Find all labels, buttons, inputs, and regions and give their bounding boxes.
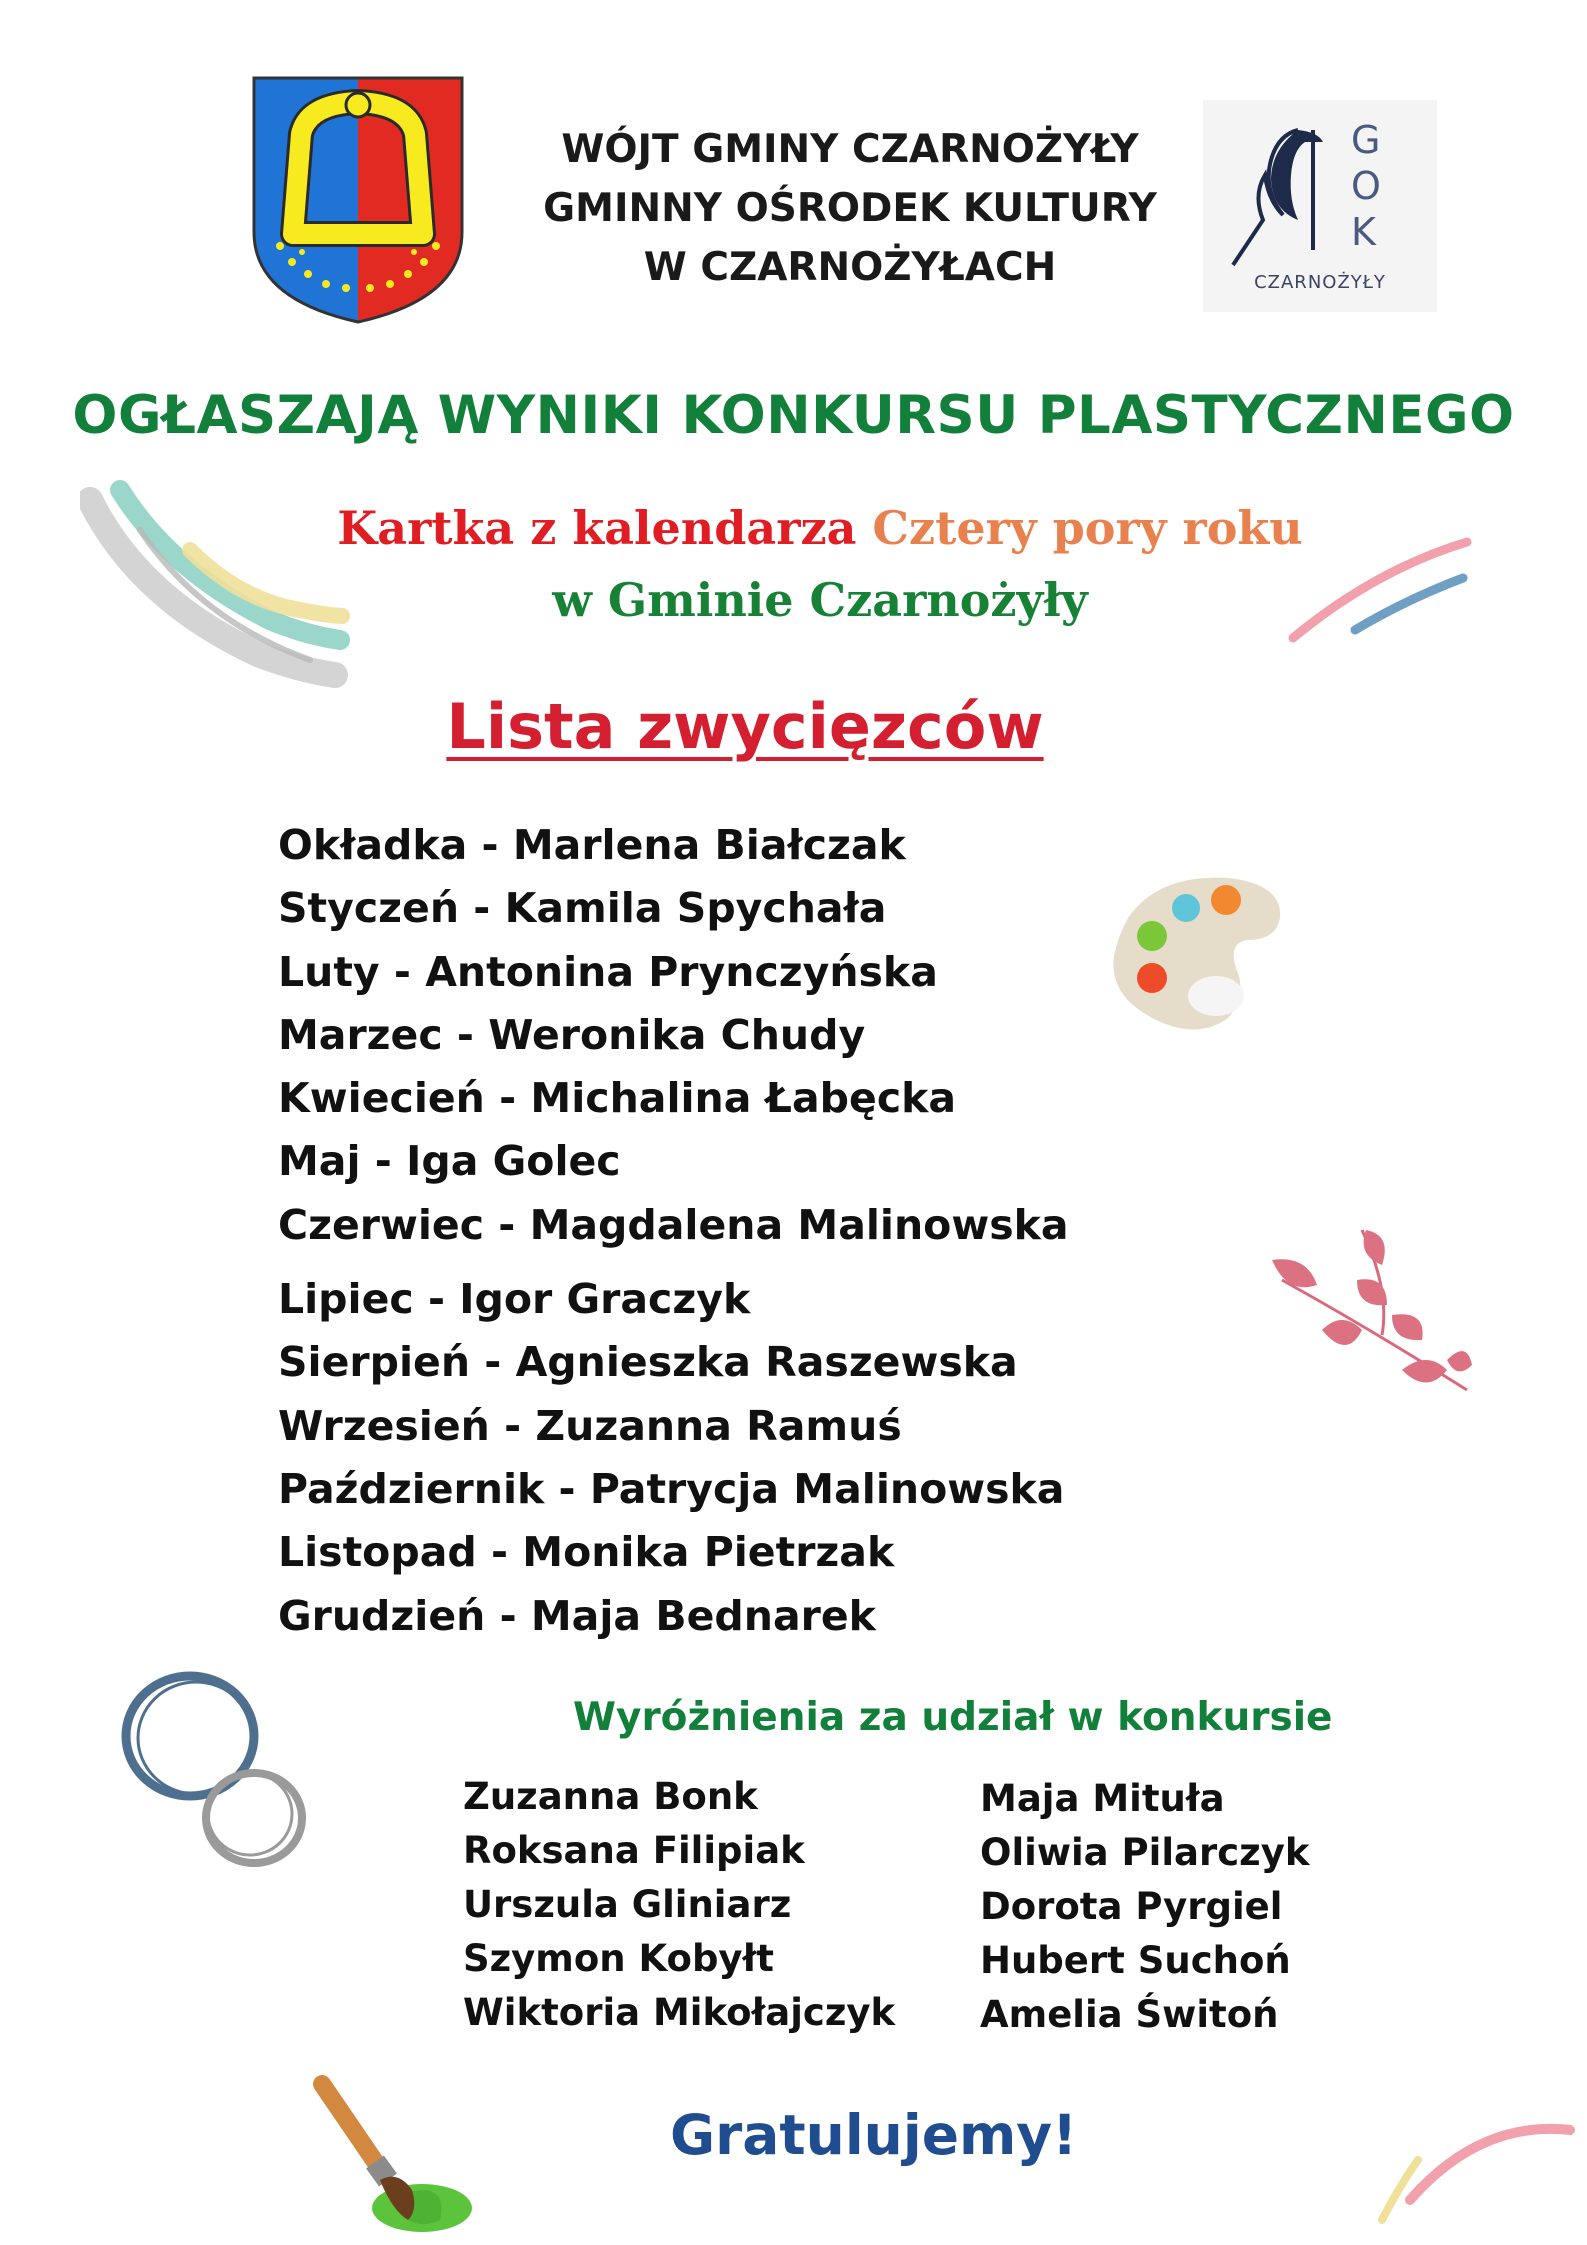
congratulations-text: Gratulujemy! — [670, 2103, 1078, 2167]
list-item: Zuzanna Bonk — [463, 1775, 758, 1818]
list-item: Luty - Antonina Prynczyńska — [278, 947, 938, 996]
bird-icon — [1223, 120, 1333, 270]
list-item: Sierpień - Agnieszka Raszewska — [278, 1338, 1018, 1387]
honorable-mentions-right — [980, 1772, 1309, 2042]
honorable-mentions-title: Wyróżnienia za udział w konkursie — [573, 1695, 1333, 1740]
paint-palette-icon — [1108, 868, 1284, 1038]
subtitle-line-2: w Gminie Czarnożyły — [552, 573, 1088, 627]
header-line-1: WÓJT GMINY CZARNOŻYŁY — [561, 127, 1139, 172]
header-line-3: W CZARNOŻYŁACH — [643, 245, 1057, 290]
leaf-branch-icon — [1262, 1220, 1472, 1420]
announcement-heading: OGŁASZAJĄ WYNIKI KONKURSU PLASTYCZNEGO — [72, 385, 1515, 446]
gok-letter-o: O — [1351, 164, 1381, 208]
feather-stroke-icon — [1285, 530, 1475, 650]
organizer-header — [520, 120, 1180, 297]
list-item: Październik - Patrycja Malinowska — [278, 1464, 1065, 1513]
paintbrush-icon — [300, 2070, 480, 2245]
list-item: Grudzień - Maja Bednarek — [278, 1591, 876, 1640]
list-item: Hubert Suchoń — [980, 1939, 1291, 1982]
gok-logo — [1203, 100, 1437, 312]
list-item: Czerwiec - Magdalena Malinowska — [278, 1200, 1069, 1249]
list-item: Lipiec - Igor Graczyk — [278, 1275, 751, 1324]
list-item: Okładka - Marlena Białczak — [278, 821, 906, 869]
brush-stroke-icon — [80, 470, 350, 690]
gok-letter-k: K — [1351, 210, 1376, 254]
honorable-mentions-left — [463, 1770, 895, 2040]
list-item: Styczeń - Kamila Spychała — [278, 884, 887, 933]
list-item: Listopad - Monika Pietrzak — [278, 1528, 895, 1577]
list-item: Marzec - Weronika Chudy — [278, 1010, 866, 1059]
winners-list-title: Lista zwycięzców — [446, 690, 1044, 763]
list-item: Roksana Filipiak — [463, 1829, 805, 1872]
feather-stroke-icon — [1370, 2100, 1580, 2230]
list-item: Urszula Gliniarz — [463, 1883, 792, 1926]
rings-icon — [118, 1668, 318, 1878]
list-item: Wiktoria Mikołajczyk — [463, 1991, 896, 2034]
list-item: Maja Mituła — [980, 1777, 1225, 1820]
header-line-2: GMINNY OŚRODEK KULTURY — [543, 186, 1157, 231]
list-item: Dorota Pyrgiel — [980, 1885, 1283, 1928]
subtitle-red-part: Kartka z kalendarza — [337, 501, 857, 555]
list-item: Szymon Kobyłt — [463, 1937, 774, 1980]
list-item: Amelia Świtoń — [980, 1993, 1279, 2036]
coat-of-arms-logo — [250, 74, 466, 326]
list-item: Maj - Iga Golec — [278, 1137, 621, 1186]
list-item: Wrzesień - Zuzanna Ramuś — [278, 1401, 902, 1450]
list-item: Kwiecień - Michalina Łabęcka — [278, 1074, 957, 1123]
gok-caption: CZARNOŻYŁY — [1254, 272, 1386, 293]
list-item: Oliwia Pilarczyk — [980, 1831, 1310, 1874]
subtitle-orange-part: Cztery pory roku — [872, 501, 1303, 555]
winners-list — [278, 814, 1138, 1648]
gok-letter-g: G — [1351, 118, 1381, 162]
